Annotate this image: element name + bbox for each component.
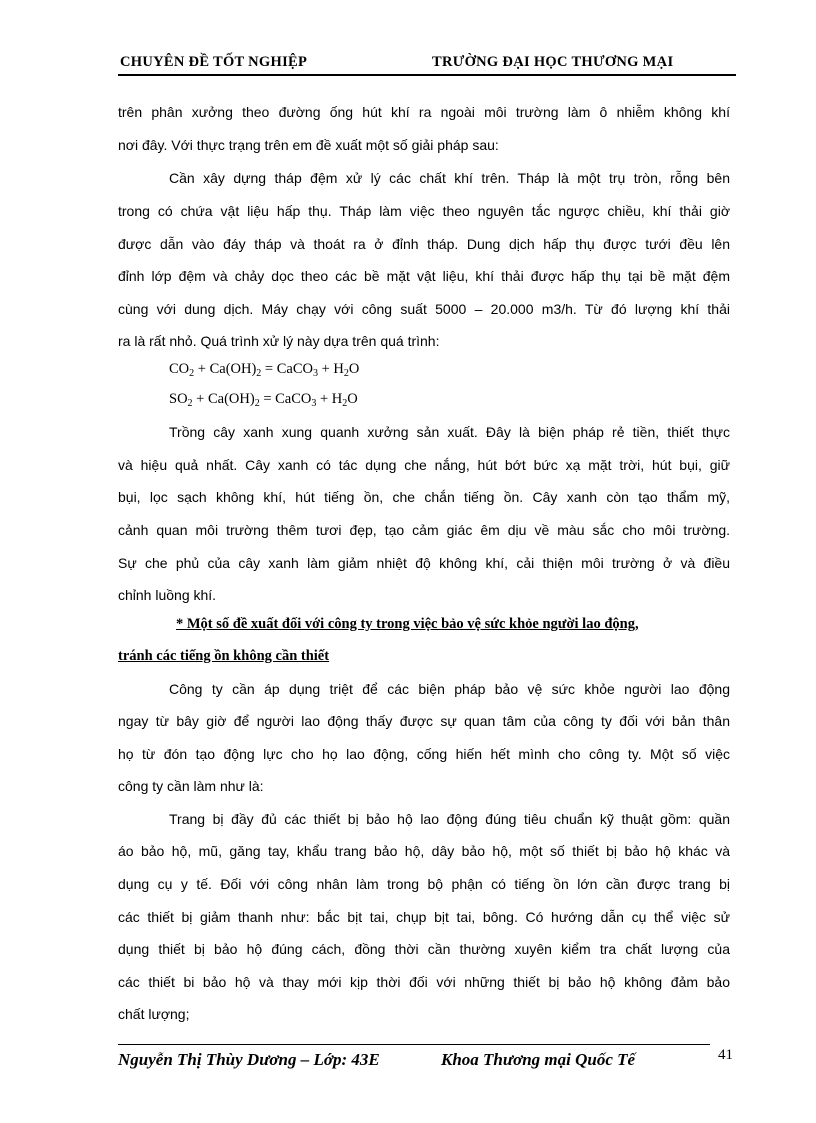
body-line: trên phân xưởng theo đường ống hút khí ra ngoài môi trường làm ô nhiễm không khí [118,104,730,120]
body-line: được dẫn vào đáy tháp và thoát ra ở đỉnh tháp. Dung dịch hấp thụ được tưới đều lên [118,236,730,252]
body-line: dụng thiết bị bảo hộ đúng cách, đồng thời cần thường xuyên kiểm tra chất lượng của [118,941,730,957]
footer-divider [118,1044,710,1045]
section-heading-line2: tránh các tiếng ồn không cần thiết [118,648,330,664]
header-left-title: CHUYÊN ĐỀ TỐT NGHIỆP [120,54,308,70]
body-line: dụng cụ y tế. Đối với công nhân làm trong bộ phận có tiếng ồn lớn cần được trang bị [118,876,730,892]
body-line: nơi đây. Với thực trạng trên em đề xuất một số giải pháp sau: [118,137,499,153]
body-line: Trang bị đầy đủ các thiết bị bảo hộ lao động đúng tiêu chuẩn kỹ thuật gồm: quần [169,811,730,827]
body-line: các thiết bi bảo hộ và thay mới kịp thời đối với những thiết bị bảo hộ không đảm bảo [118,974,730,990]
body-line: Cần xây dựng tháp đệm xử lý các chất khí trên. Tháp là một trụ tròn, rỗng bên [169,170,730,186]
header-right-title: TRƯỜNG ĐẠI HỌC THƯƠNG MẠI [432,54,674,70]
page-header [118,52,736,76]
body-line: công ty cần làm như là: [118,778,264,794]
body-line: Công ty cần áp dụng triệt để các biện pháp bảo vệ sức khỏe người lao động [169,681,730,697]
page-number: 41 [718,1047,733,1063]
body-line: họ từ đón tạo động lực cho họ lao động, cống hiến hết mình cho công ty. Một số việc [118,746,730,762]
footer-author: Nguyễn Thị Thùy Dương – Lớp: 43E [118,1050,380,1069]
body-line: Trồng cây xanh xung quanh xưởng sản xuất. Đây là biện pháp rẻ tiền, thiết thực [169,424,730,440]
body-line: chỉnh luồng khí. [118,587,217,603]
body-line: ngay từ bây giờ để người lao động thấy được sự quan tâm của công ty đối với bản thân [118,713,730,729]
body-line: các thiết bị giảm thanh như: bắc bịt tai, chụp bịt tai, bông. Có hướng dẫn cụ thể việc sử [118,909,730,925]
body-line: cảnh quan môi trường thêm tươi đẹp, tạo cảm giác êm dịu về màu sắc cho môi trường. [118,522,730,538]
body-line: Sự che phủ của cây xanh làm giảm nhiệt độ không khí, cải thiện môi trường ở và điều [118,555,730,571]
section-heading-line1: * Một số đề xuất đối với công ty trong việc bảo vệ sức khỏe người lao động, [176,616,639,632]
body-line: ra là rất nhỏ. Quá trình xử lý này dựa trên quá trình: [118,333,440,349]
body-line: và hiệu quả nhất. Cây xanh có tác dụng che nắng, hút bớt bức xạ mặt trời, hút bụi, giữ [118,457,730,473]
body-line: trong có chứa vật liệu hấp thụ. Tháp làm việc theo nguyên tắc ngược chiều, khí thải giờ [118,203,730,219]
body-line: cùng với dung dịch. Máy chạy với công suất 5000 – 20.000 m3/h. Từ đó lượng khí thải [118,301,730,317]
body-line: áo bảo hộ, mũ, găng tay, khẩu trang bảo hộ, dây bảo hộ, một số thiết bị bảo hộ khác và [118,843,730,859]
body-line: bụi, lọc sạch không khí, hút tiếng ồn, che chắn tiếng ồn. Cây xanh còn tạo thẩm mỹ, [118,489,730,505]
chemical-formula: $CO_2 + Ca(OH)_2$ = CaCO$_3$ + $H_2O$ [169,361,360,379]
chemical-formula: $SO_2 + Ca(OH)_2$ = CaCO$_3$ + $H_2O$ [169,391,358,409]
body-line: đỉnh lớp đệm và chảy dọc theo các bề mặt vật liệu, khí thải được hấp thụ tại bề mặt đệm [118,268,730,284]
body-line: chất lượng; [118,1006,190,1022]
footer-faculty: Khoa Thương mại Quốc Tế [441,1050,636,1069]
